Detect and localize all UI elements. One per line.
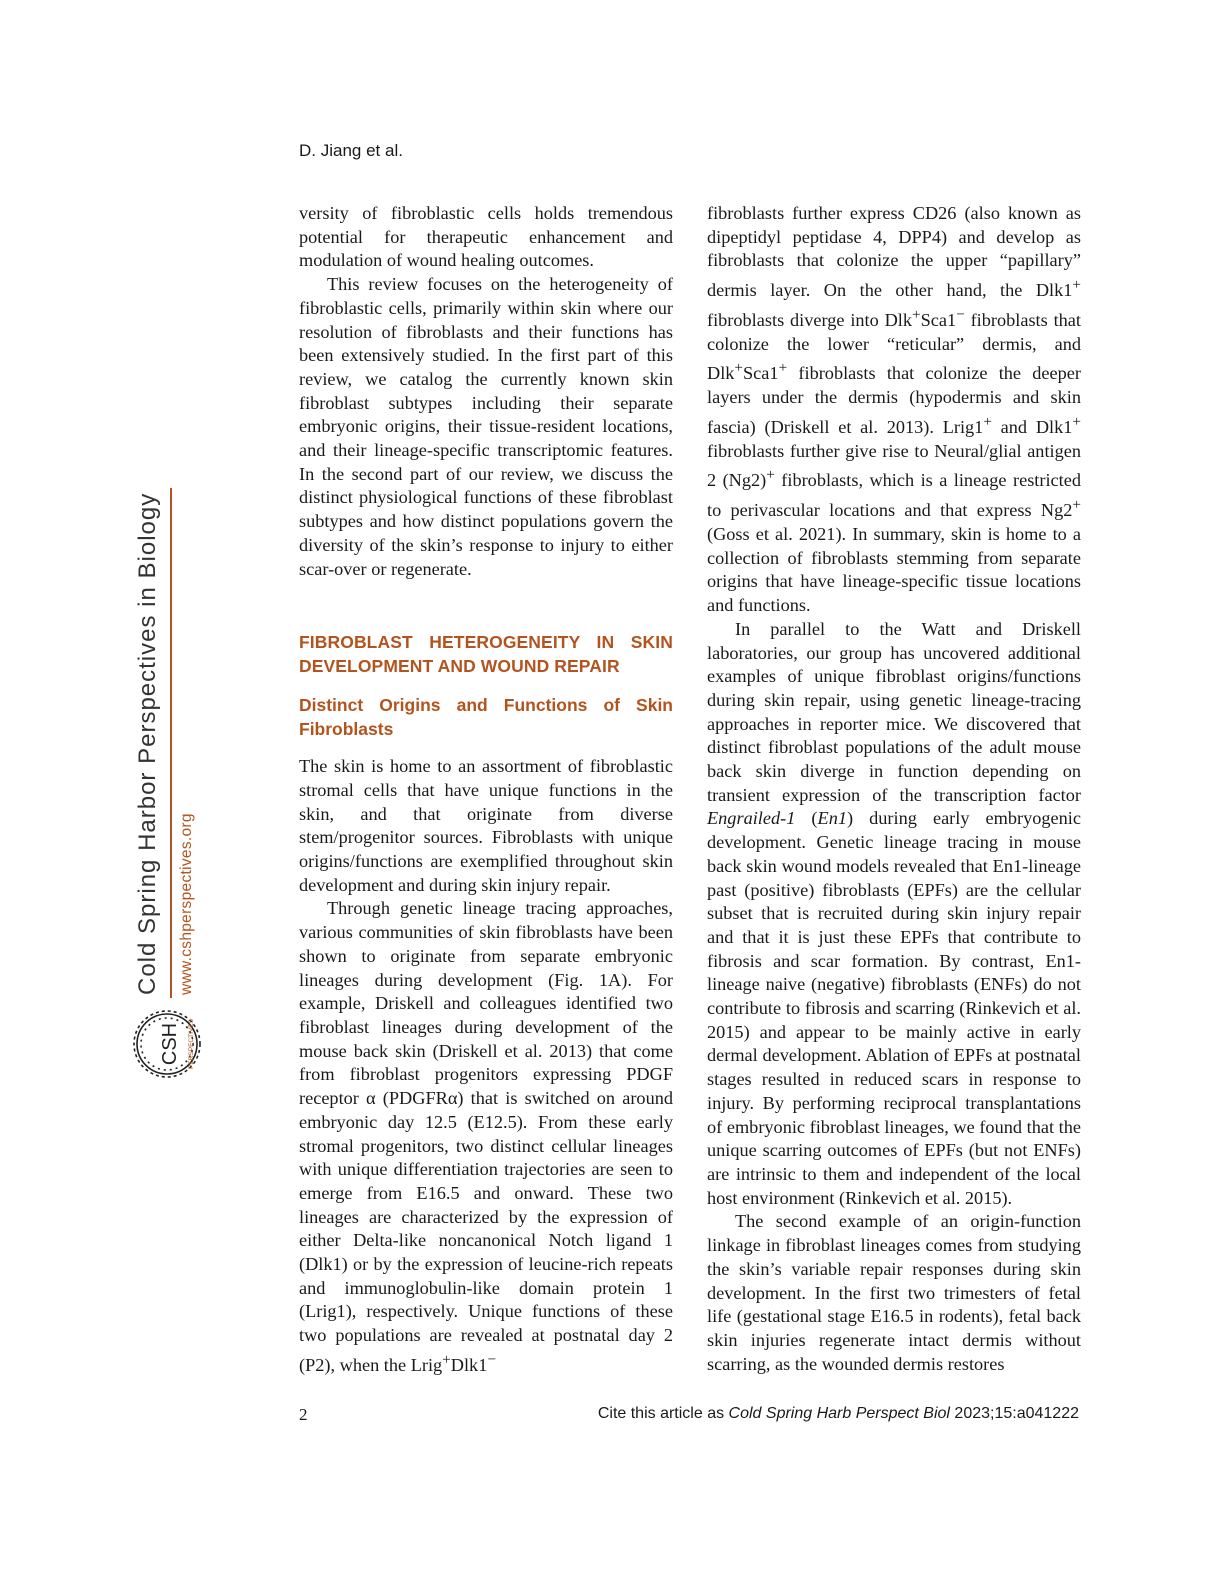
sidebar-journal-name: Cold Spring Harbor Perspectives in Biology bbox=[134, 492, 161, 995]
csh-logo-icon bbox=[131, 1008, 203, 1080]
section-heading: FIBROBLAST HETEROGENEITY IN SKIN DEVELOPMENT AND WOUND REPAIR bbox=[299, 632, 673, 676]
paragraph: This review focuses on the heterogeneity of fibroblastic cells, primarily within skin where our resolution of fibroblasts and their functions has been extensively studied. In the first part of this review, we catalog the currently known skin fibroblast subtypes including their separate embryonic origins, their tissue-resident locations, and their lineage-specific transcriptomic features. In the second part of our review, we discuss the distinct physiological functions of these fibroblast subtypes and how distinct populations govern the diversity of the skin’s response to injury to either scar-over or regenerate. bbox=[299, 274, 673, 579]
left-column bbox=[299, 202, 673, 1378]
citation-line bbox=[598, 1405, 1079, 1423]
logo-text: CSH bbox=[159, 1022, 181, 1066]
paragraph: Through genetic lineage tracing approaches, various communities of skin fibroblasts have been shown to originate from separate embryonic lineages during development (Fig. 1A). For example, Driskell and colleagues identified two fibroblast lineages during development of the mouse back skin (Driskell et al. 2013) that come from fibroblast progenitors expressing PDGF receptor α (PDGFRα) that is switched on around embryonic day 12.5 (E12.5). From these early stromal progenitors, two distinct cellular lineages with unique differentiation trajectories are seen to emerge from E16.5 and onward. These two lineages are characterized by the expression of either Delta-like noncanonical Notch ligand 1 (Dlk1) or by the expression of leucine-rich repeats and immunoglobulin-like domain protein 1 (Lrig1), respectively. Unique functions of these two populations are revealed at postnatal day 2 (P2), when the Lrig+Dlk1− bbox=[299, 898, 673, 1375]
right-column bbox=[707, 202, 1081, 1376]
paragraph: versity of fibroblastic cells holds tremendous potential for therapeutic enhancement and modulation of wound healing outcomes. bbox=[299, 203, 673, 271]
subsection-heading: Distinct Origins and Functions of Skin Fibroblasts bbox=[299, 695, 673, 739]
paragraph: The skin is home to an assortment of fibroblastic stromal cells that have unique functions in the skin, and that originate from diverse stem/progenitor sources. Fibroblasts with unique origins/functions are exemplified throughout skin development and during skin injury repair. bbox=[299, 756, 673, 895]
logo-subtext: PERSPECTIVES bbox=[188, 1019, 195, 1069]
citation-suffix: 2023;15:a041222 bbox=[949, 1405, 1079, 1422]
page-number: 2 bbox=[299, 1405, 308, 1424]
sidebar-rule bbox=[170, 488, 172, 998]
paragraph: The second example of an origin-function linkage in fibroblast lineages comes from studying the skin’s variable repair responses during skin development. In the first two trimesters of fetal life (gestational stage E16.5 in rodents), fetal back skin injuries regenerate intact dermis without scarring, as the wounded dermis restores bbox=[707, 1211, 1081, 1374]
running-head: D. Jiang et al. bbox=[299, 141, 403, 160]
sidebar-url-link[interactable]: www.cshperspectives.org bbox=[178, 813, 195, 995]
paragraph: fibroblasts further express CD26 (also known as dipeptidyl peptidase 4, DPP4) and develop as fibroblasts that colonize the upper “papillary” dermis layer. On the other hand, the Dlk1+ fibroblasts diverge into Dlk+Sca1− fibroblasts that colonize the lower “reticular” dermis, and Dlk+Sca1+ fibroblasts that colonize the deeper layers under the dermis (hypodermis and skin fascia) (Driskell et al. 2013). Lrig1+ and Dlk1+ fibroblasts further give rise to Neural/glial antigen 2 (Ng2)+ fibroblasts, which is a lineage restricted to perivascular locations and that express Ng2+ (Goss et al. 2021). In summary, skin is home to a collection of fibroblasts stemming from separate origins that have lineage-specific tissue locations and functions. bbox=[707, 203, 1081, 616]
citation-prefix: Cite this article as bbox=[597, 1405, 729, 1422]
citation-journal: Cold Spring Harb Perspect Biol bbox=[728, 1405, 950, 1422]
paragraph: In parallel to the Watt and Driskell laboratories, our group has uncovered additional examples of unique fibroblast origins/functions during skin repair, using genetic lineage-tracing approaches in reporter mice. We discovered that distinct fibroblast populations of the adult mouse back skin diverge in function depending on transient expression of the transcription factor Engrailed-1 (En1) during early embryogenic development. Genetic lineage tracing in mouse back skin wound models revealed that En1-lineage past (positive) fibroblasts (EPFs) are the cellular subset that is recruited during skin injury repair and that it is just these EPFs that contribute to fibrosis and scar formation. By contrast, En1-lineage naive (negative) fibroblasts (ENFs) do not contribute to fibrosis and scarring (Rinkevich et al. 2015) and appear to be mainly active in early dermal development. Ablation of EPFs at postnatal stages resulted in reduced scars in response to injury. By performing reciprocal transplantations of embryonic fibroblast lineages, we found that the unique scarring outcomes of EPFs (but not ENFs) are intrinsic to them and independent of the local host environment (Rinkevich et al. 2015). bbox=[707, 618, 1081, 1208]
